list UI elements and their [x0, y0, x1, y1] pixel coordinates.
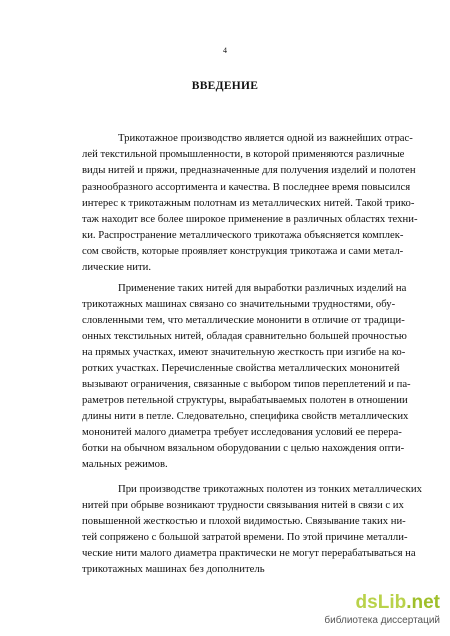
text-line: раметров петельной структуры, вырабатываемых полотен в отношении [82, 394, 408, 406]
page-number: 4 [223, 46, 227, 55]
text-line: трикотажных машинах без дополнитель [82, 563, 265, 575]
text-line: словленными тем, что металлические мононити в отличие от традици- [82, 314, 405, 326]
page-title: ВВЕДЕНИЕ [191, 80, 259, 92]
text-line: сом свойств, которые проявляет конструкция трикотажа и сами метал- [82, 245, 404, 257]
text-line: длины нити в петле. Следовательно, специфика свойств металлических [82, 410, 409, 422]
text-line: на прямых участках, имеют значительную жесткость при изгибе на ко- [82, 346, 406, 358]
text-line: мононитей малого диаметра требует исследования условий ее перера- [82, 426, 402, 438]
dslib-logo-tld: .net [406, 592, 440, 613]
text-line: лические нити. [82, 261, 152, 273]
text-line: трикотажных машинах связано со значительными трудностями, обу- [82, 298, 396, 310]
text-line: ческие нити малого диаметра практически не могут перерабатываться на [82, 547, 416, 559]
dslib-logo-main: dsLib [355, 592, 407, 613]
text-line: ротких участках. Перечисленные свойства металлических мононитей [82, 362, 400, 374]
text-line: виды нитей и пряжи, предназначенные для получения изделий и полотен [82, 164, 416, 176]
text-line: Применение таких нитей для выработки различных изделий на [118, 282, 407, 294]
text-line: мальных режимов. [82, 458, 168, 470]
text-line: интерес к трикотажным полотнам из металлических нитей. Такой трико- [82, 197, 415, 209]
text-line: разнообразного ассортимента и качества. В последнее время повысился [82, 181, 411, 193]
text-line: Трикотажное производство является одной из важнейших отрас- [118, 132, 413, 144]
text-line: таж находит все более широкое применение в различных областях техни- [82, 213, 418, 225]
text-line: При производстве трикотажных полотен из тонких металлических [118, 483, 422, 495]
text-line: тей сопряжено с большой затратой времени. По этой причине металли- [82, 531, 408, 543]
text-line: онных текстильных нитей, обладая сравнительно большей прочностью [82, 330, 407, 342]
text-line: вызывают ограничения, связанные с выбором типов переплетений и па- [82, 378, 411, 390]
text-line: нитей при обрыве возникают трудности связывания нитей в связи с их [82, 499, 404, 511]
text-line: повышенной жесткостью и плохой видимостью. Связывание таких ни- [82, 515, 406, 527]
text-line: ки. Распространение металлического трикотажа объясняется комплек- [82, 229, 404, 241]
dslib-logo [356, 592, 440, 614]
text-line: ботки на обычном вязальном оборудовании с целью нахождения опти- [82, 442, 405, 454]
dslib-subtitle: библиотека диссертаций [324, 615, 440, 626]
dslib-watermark [280, 592, 440, 628]
text-line: лей текстильной промышленности, в которой применяются различные [82, 148, 405, 160]
